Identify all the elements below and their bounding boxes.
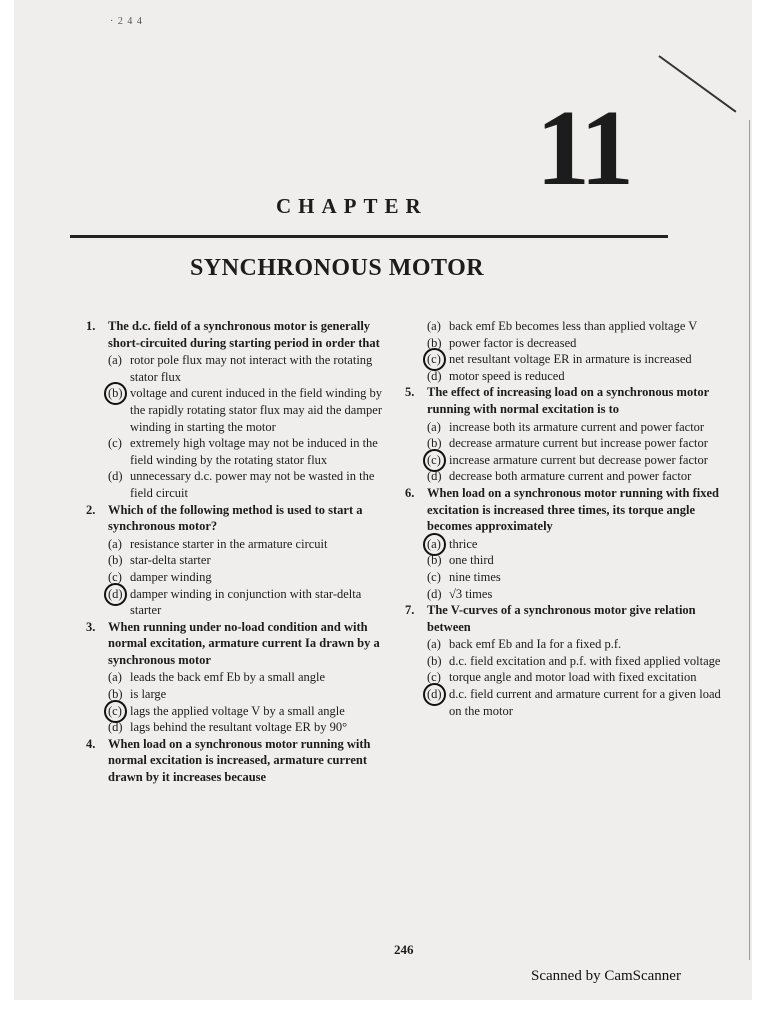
option-label: (a) — [427, 419, 441, 434]
option-text: resistance starter in the armature circuit — [130, 536, 328, 551]
question-number: 1. — [86, 319, 96, 333]
option-text: back emf Eb and Ia for a fixed p.f. — [449, 637, 622, 652]
answer-option — [405, 335, 723, 352]
question-text: When running under no-load condition and with normal excitation, armature current Ia drawn by a synchronous motor — [108, 619, 380, 667]
answer-option — [86, 468, 392, 501]
option-text: nine times — [449, 569, 501, 584]
answer-option — [405, 552, 723, 569]
option-text: leads the back emf Eb by a small angle — [130, 670, 326, 685]
option-label: (d) — [108, 586, 130, 619]
option-label: (d) — [427, 686, 449, 719]
answer-option — [405, 569, 723, 586]
option-text: back emf Eb becomes less than applied voltage V — [449, 319, 698, 333]
answer-option — [86, 352, 392, 385]
answer-option-circled — [405, 351, 723, 368]
option-text: motor speed is reduced — [449, 368, 565, 383]
option-label: (b) — [427, 653, 442, 668]
option-label: (d) — [108, 720, 123, 735]
question-item — [86, 619, 392, 669]
question-number: 3. — [86, 619, 96, 634]
question-text: The d.c. field of a synchronous motor is generally short-circuited during starting period in order that — [108, 319, 380, 350]
option-text: decrease both armature current and power factor — [449, 469, 692, 484]
option-text: √3 times — [449, 586, 493, 601]
option-label: (b) — [427, 436, 442, 451]
option-label: (b) — [108, 385, 130, 435]
page-number: 246 — [394, 942, 414, 957]
header-page-mark: · 2 4 4 — [110, 16, 143, 27]
answer-option — [405, 653, 723, 670]
option-label: (b) — [108, 687, 123, 702]
option-text: one third — [449, 553, 494, 568]
option-label: (a) — [427, 536, 449, 553]
left-question-column — [86, 318, 392, 787]
option-label: (d) — [427, 586, 442, 601]
question-number: 2. — [86, 502, 96, 517]
answer-option-circled — [86, 586, 392, 619]
option-text: unnecessary d.c. power may not be wasted in the field circuit — [130, 469, 375, 500]
option-label: (b) — [427, 335, 442, 350]
answer-option — [86, 686, 392, 703]
question-text: Which of the following method is used to start a synchronous motor? — [108, 502, 363, 534]
question-text: The V-curves of a synchronous motor give relation between — [427, 603, 696, 634]
option-label: (a) — [108, 670, 122, 685]
option-text: increase both its armature current and power factor — [449, 419, 705, 434]
option-text: lags behind the resultant voltage ER by 90° — [130, 720, 348, 735]
option-label: (c) — [108, 436, 122, 451]
right-question-column — [405, 318, 723, 719]
option-text: rotor pole flux may not interact with the rotating stator flux — [130, 353, 373, 384]
answer-option-circled — [405, 536, 723, 553]
question-item — [86, 736, 392, 786]
option-text: star-delta starter — [130, 553, 211, 568]
question-item — [405, 602, 723, 635]
title-rule — [70, 235, 668, 238]
option-text: extremely high voltage may not be induced in the field winding by the rotating stator flux — [130, 436, 378, 467]
option-label: (c) — [427, 452, 449, 469]
option-text: increase armature current but decrease power factor — [449, 452, 708, 467]
question-number: 7. — [405, 603, 415, 618]
option-label: (d) — [427, 469, 442, 484]
question-number: 6. — [405, 485, 415, 500]
question-text: The effect of increasing load on a synchronous motor running with normal excitation is to — [427, 385, 709, 416]
option-label: (a) — [108, 536, 122, 551]
answer-option — [86, 569, 392, 586]
answer-option — [405, 586, 723, 603]
option-label: (a) — [427, 637, 441, 652]
option-text: damper winding in conjunction with star-delta starter — [130, 586, 362, 618]
answer-option — [86, 719, 392, 736]
option-text: power factor is decreased — [449, 335, 577, 350]
answer-option-circled — [405, 686, 723, 719]
page-fold-line — [658, 55, 736, 112]
chapter-number: 11 — [536, 89, 631, 208]
option-text: thrice — [449, 536, 478, 551]
option-label: (c) — [108, 569, 122, 584]
option-label: (c) — [427, 569, 441, 584]
question-item — [86, 502, 392, 535]
option-label: (c) — [427, 351, 449, 368]
question-item — [405, 485, 723, 535]
option-label: (a) — [108, 353, 122, 368]
option-label: (a) — [427, 319, 441, 333]
option-label: (b) — [427, 553, 442, 568]
answer-option — [86, 536, 392, 553]
answer-option-circled — [86, 385, 392, 435]
option-text: decrease armature current but increase power factor — [449, 436, 708, 451]
option-text: damper winding — [130, 569, 212, 584]
answer-option — [86, 669, 392, 686]
answer-option — [405, 636, 723, 653]
option-text: lags the applied voltage V by a small angle — [130, 703, 345, 718]
answer-option — [86, 552, 392, 569]
answer-option — [405, 368, 723, 385]
option-label: (b) — [108, 553, 123, 568]
option-text: torque angle and motor load with fixed excitation — [449, 670, 697, 685]
option-label: (d) — [108, 469, 123, 484]
option-text: d.c. field excitation and p.f. with fixed applied voltage — [449, 653, 721, 668]
answer-option — [405, 468, 723, 485]
question-text: When load on a synchronous motor running with normal excitation is increased, armature current drawn by it increases because — [108, 736, 371, 785]
question-number: 5. — [405, 385, 415, 400]
question-item — [405, 384, 723, 417]
question-item — [86, 318, 392, 351]
option-text: d.c. field current and armature current for a given load on the motor — [449, 687, 721, 718]
page-edge-line — [749, 120, 750, 960]
answer-option — [405, 435, 723, 452]
scanner-watermark: Scanned by CamScanner — [531, 968, 681, 984]
answer-option — [86, 435, 392, 468]
answer-option-circled — [405, 452, 723, 469]
question-text: When load on a synchronous motor running with fixed excitation is increased three times, its torque angle becomes approximately — [427, 485, 719, 534]
chapter-title: SYNCHRONOUS MOTOR — [190, 255, 485, 281]
answer-option — [405, 318, 723, 335]
question-number: 4. — [86, 736, 96, 751]
chapter-label: CHAPTER — [276, 194, 428, 218]
option-text: net resultant voltage ER in armature is increased — [449, 352, 692, 367]
option-label: (d) — [427, 368, 442, 383]
answer-option-circled — [86, 703, 392, 720]
option-label: (c) — [108, 703, 130, 720]
option-text: is large — [130, 687, 167, 702]
option-text: voltage and curent induced in the field winding by the rapidly rotating stator flux may aid the damper winding in starting the motor — [130, 386, 383, 434]
answer-option — [405, 669, 723, 686]
answer-option — [405, 419, 723, 436]
option-label: (c) — [427, 670, 441, 685]
